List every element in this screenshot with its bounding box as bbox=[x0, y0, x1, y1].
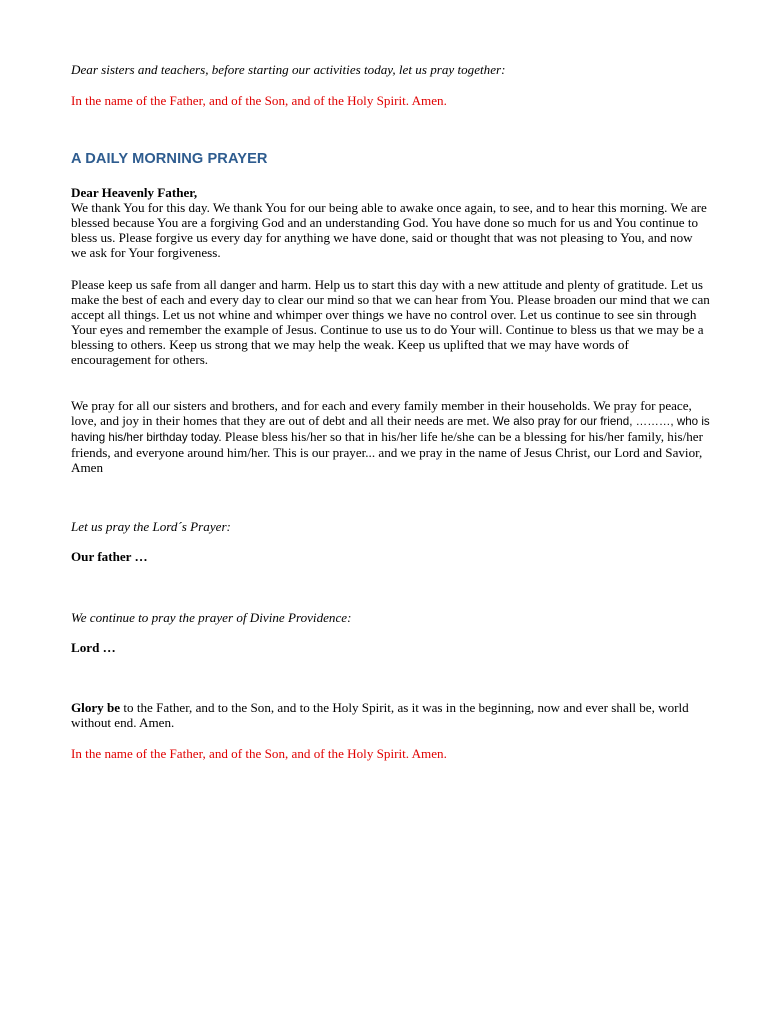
paragraph-3-start: We pray for all our sisters and brothers, and for each and every family member in their households. We pray for peace, love, and joy in their homes that they are out of debt and all their needs are met. bbox=[71, 398, 692, 428]
lords-prayer-intro: Let us pray the Lord´s Prayer: bbox=[71, 519, 231, 534]
lords-prayer: Our father … bbox=[71, 549, 148, 564]
paragraph-3 bbox=[71, 398, 711, 475]
providence-intro: We continue to pray the prayer of Divine Providence: bbox=[71, 610, 352, 625]
prayer-body-part1 bbox=[71, 185, 711, 260]
sign-of-cross-bottom: In the name of the Father, and of the Son, and of the Holy Spirit. Amen. bbox=[71, 746, 447, 761]
prayer-heading: A DAILY MORNING PRAYER bbox=[71, 151, 268, 167]
salutation: Dear Heavenly Father, bbox=[71, 185, 198, 200]
paragraph-1: We thank You for this day. We thank You for our being able to awake once again, to see, and to hear this morning. We are blessed because You are a forgiving God and an understanding God. You have done so much for us and You continue to bless us. Please forgive us every day for anything we have done, said or thought that was not pleasing to You, and now we ask for Your forgiveness. bbox=[71, 200, 707, 260]
intro-text: Dear sisters and teachers, before starting our activities today, let us pray together: bbox=[71, 62, 506, 77]
paragraph-2: Please keep us safe from all danger and harm. Help us to start this day with a new attitude and plenty of gratitude. Let us make the best of each and every day to clear our mind so that we can hear from You. Please broaden our mind that we can accept all things. Let us not whine and whimper over things we have no control over. Let us continue to see sin through Your eyes and remember the example of Jesus. Continue to use us to do Your will. Continue to bless us that we may be a blessing to others. Keep us strong that we may help the weak. Keep us uplifted that we may have words of encouragement for others. bbox=[71, 277, 710, 367]
sign-of-cross-top: In the name of the Father, and of the Son, and of the Holy Spirit. Amen. bbox=[71, 93, 447, 108]
paragraph-3-birthday: We also pray for our friend, ………, who is having his/her birthday today. bbox=[71, 415, 710, 444]
glory-be-bold: Glory be bbox=[71, 700, 121, 715]
glory-be-rest: to the Father, and to the Son, and to the Holy Spirit, as it was in the beginning, now and ever shall be, world without end. Amen. bbox=[71, 700, 689, 730]
glory-be-paragraph bbox=[71, 700, 711, 730]
paragraph-3-end: Please bless his/her so that in his/her life he/she can be a blessing for his/her family, his/her friends, and everyone around him/her. This is our prayer... and we pray in the name of Jesus Christ, our Lord and Savior, Amen bbox=[71, 429, 703, 475]
providence-prayer: Lord … bbox=[71, 640, 116, 655]
